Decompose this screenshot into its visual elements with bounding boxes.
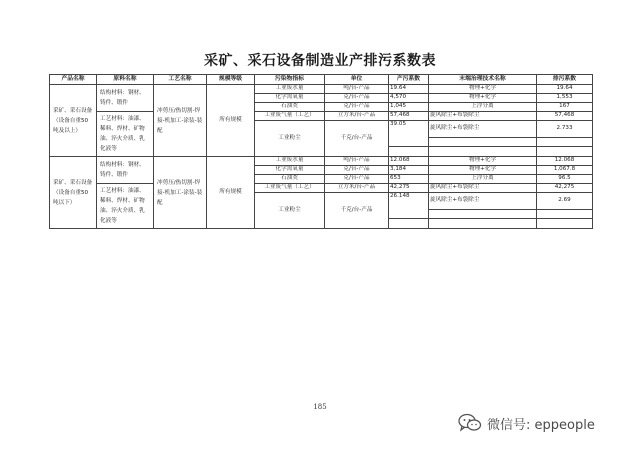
- treatment-tech: 上浮分离: [429, 175, 537, 184]
- header-cell: 产污系数: [389, 75, 429, 85]
- unit-cell: 立方米/台-产品: [325, 112, 389, 121]
- process-cell: 冲剪压/热切割-焊接-机加工-涂装-装配: [154, 85, 207, 157]
- pollutant-cell: 工业粉尘: [255, 193, 325, 229]
- header-cell: 末端治理技术名称: [429, 75, 537, 85]
- generation-coefficient: 57,468: [389, 112, 429, 121]
- treatment-tech: 上浮分离: [429, 103, 537, 112]
- material-cell: 结构材料：钢材、铸件、锻件: [97, 157, 154, 184]
- pollutant-cell: 工业粉尘: [255, 121, 325, 157]
- table-header-row: [50, 75, 593, 85]
- header-cell: 规模等级: [207, 75, 255, 85]
- generation-coefficient: 4,570: [389, 94, 429, 103]
- header-cell: 产品名称: [50, 75, 97, 85]
- generation-coefficient: 39.05: [389, 121, 429, 147]
- treatment-tech: 物理+化学: [429, 166, 537, 175]
- generation-coefficient: 26.148: [389, 193, 429, 219]
- emission-coefficient: 19.64: [537, 85, 593, 94]
- table-row: [50, 157, 593, 166]
- unit-cell: 吨/台-产品: [325, 85, 389, 94]
- treatment-tech: [429, 138, 537, 147]
- material-cell: 工艺材料：油漆、稀料、焊材、矿物油、淬火介质、乳化液等: [97, 184, 154, 229]
- treatment-tech: 旋风除尘+布袋除尘: [429, 193, 537, 210]
- page-number: 185: [313, 403, 327, 411]
- material-cell: 工艺材料：油漆、稀料、焊材、矿物油、淬火介质、乳化液等: [97, 112, 154, 157]
- generation-coefficient: 3,184: [389, 166, 429, 175]
- treatment-tech: 旋风除尘+布袋除尘: [429, 121, 537, 138]
- pollutant-cell: 石油类: [255, 103, 325, 112]
- generation-coefficient: 653: [389, 175, 429, 184]
- table-row: [50, 184, 593, 193]
- emission-coefficient: 1,553: [537, 94, 593, 103]
- scale-cell: 所有规模: [207, 85, 255, 157]
- material-cell: 结构材料：钢材、铸件、锻件: [97, 85, 154, 112]
- emission-coefficient: 2.69: [537, 193, 593, 210]
- treatment-tech: 旋风除尘+布袋除尘: [429, 112, 537, 121]
- treatment-tech: 旋风除尘+布袋除尘: [429, 184, 537, 193]
- pollutant-cell: 工业废水量: [255, 85, 325, 94]
- pollutant-cell: 化学需氧量: [255, 166, 325, 175]
- unit-cell: 吨/台-产品: [325, 157, 389, 166]
- generation-coefficient: 1,045: [389, 103, 429, 112]
- blank-cell: [429, 147, 537, 157]
- treatment-tech: 物理+化学: [429, 85, 537, 94]
- product-cell: 采矿、采石设备（设备自重50吨以下）: [50, 157, 97, 229]
- header-cell: 工艺名称: [154, 75, 207, 85]
- emission-coefficient: 167: [537, 103, 593, 112]
- emission-coefficient: 96.5: [537, 175, 593, 184]
- generation-coefficient: 12.068: [389, 157, 429, 166]
- generation-coefficient: 19.64: [389, 85, 429, 94]
- header-cell: 单位: [325, 75, 389, 85]
- watermark: [458, 412, 595, 434]
- wechat-icon: [458, 413, 482, 433]
- blank-cell: [537, 219, 593, 229]
- emission-coefficient: 57,468: [537, 112, 593, 121]
- emission-coefficient-table: [49, 74, 593, 229]
- emission-coefficient: [537, 138, 593, 147]
- unit-cell: 立方米/台-产品: [325, 184, 389, 193]
- unit-cell: 千克/台-产品: [325, 121, 389, 157]
- watermark-text: 微信号: eppeople: [487, 417, 595, 433]
- product-cell: 采矿、采石设备（设备自重50 吨及以上）: [50, 85, 97, 157]
- blank-cell: [537, 147, 593, 157]
- generation-coefficient: 42,275: [389, 184, 429, 193]
- pollutant-cell: 工业废气量（工艺）: [255, 184, 325, 193]
- emission-coefficient: 2.733: [537, 121, 593, 138]
- emission-coefficient: 12.068: [537, 157, 593, 166]
- scale-cell: 所有规模: [207, 157, 255, 229]
- header-cell: 污染物指标: [255, 75, 325, 85]
- blank-cell: [429, 219, 537, 229]
- emission-coefficient: 42,275: [537, 184, 593, 193]
- pollutant-cell: 石油类: [255, 175, 325, 184]
- unit-cell: 克/台-产品: [325, 94, 389, 103]
- treatment-tech: [429, 210, 537, 219]
- treatment-tech: 物理+化学: [429, 157, 537, 166]
- pollutant-cell: 工业废气量（工艺）: [255, 112, 325, 121]
- unit-cell: 克/台-产品: [325, 166, 389, 175]
- unit-cell: 千克/台-产品: [325, 193, 389, 229]
- table-row: [50, 85, 593, 94]
- pollutant-cell: 工业废水量: [255, 157, 325, 166]
- header-cell: 排污系数: [537, 75, 593, 85]
- process-cell: 冲剪压/热切割-焊接-机加工-涂装-装配: [154, 157, 207, 229]
- emission-coefficient: 1,067.8: [537, 166, 593, 175]
- header-cell: 原料名称: [97, 75, 154, 85]
- table-row: [50, 112, 593, 121]
- unit-cell: 克/台-产品: [325, 175, 389, 184]
- treatment-tech: 物理+化学: [429, 94, 537, 103]
- blank-cell: [389, 219, 429, 229]
- unit-cell: 克/台-产品: [325, 103, 389, 112]
- emission-coefficient: [537, 210, 593, 219]
- blank-cell: [389, 147, 429, 157]
- pollutant-cell: 化学需氧量: [255, 94, 325, 103]
- page-title: 采矿、采石设备制造业产排污系数表: [204, 53, 436, 69]
